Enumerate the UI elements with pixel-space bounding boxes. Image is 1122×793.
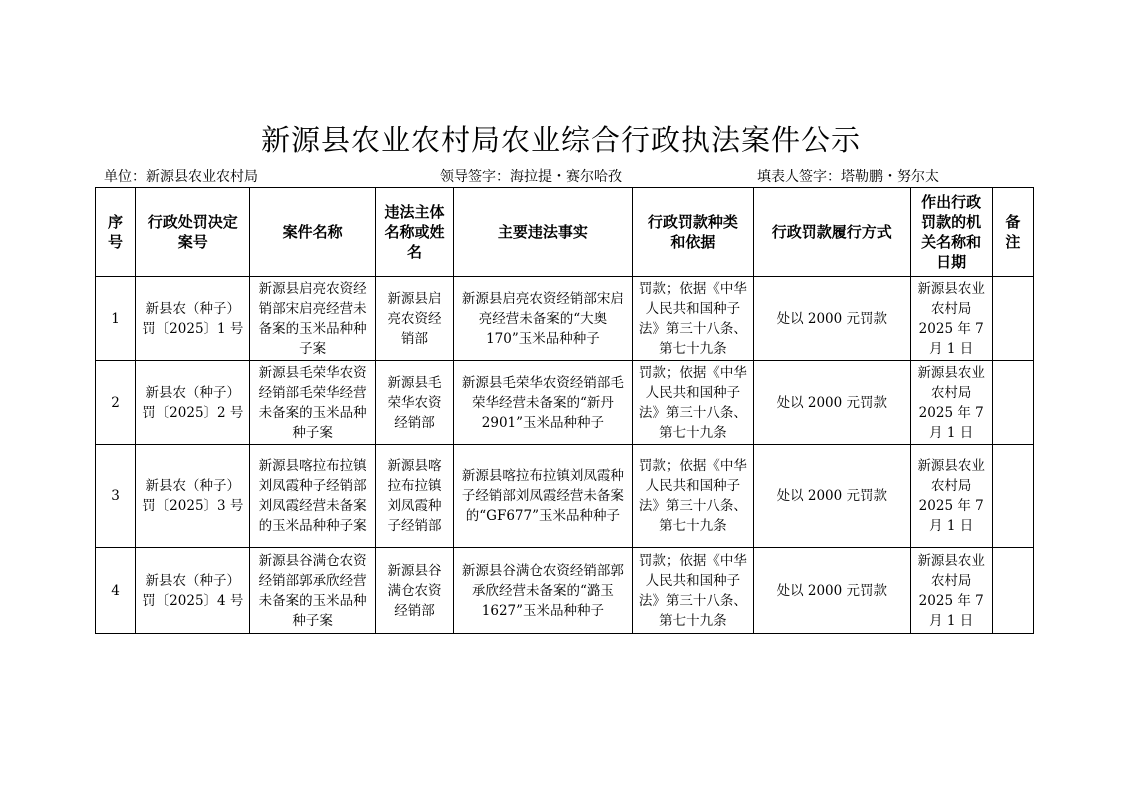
cell-remark <box>992 277 1033 361</box>
cell-no: 2 <box>96 361 136 445</box>
header-method: 行政罚款履行方式 <box>754 188 911 277</box>
cell-case-name: 新源县谷满仓农资经销部郭承欣经营未备案的玉米品种种子案 <box>250 548 375 634</box>
cell-facts: 新源县毛荣华农资经销部毛荣华经营未备案的“新丹 2901”玉米品种种子 <box>454 361 633 445</box>
cell-case-number: 新县农（种子）罚〔2025〕4 号 <box>136 548 250 634</box>
cell-basis: 罚款；依据《中华人民共和国种子法》第三十八条、第七十九条 <box>632 277 753 361</box>
cell-no: 1 <box>96 277 136 361</box>
cell-case-number: 新县农（种子）罚〔2025〕2 号 <box>136 361 250 445</box>
cell-basis: 罚款；依据《中华人民共和国种子法》第三十八条、第七十九条 <box>632 361 753 445</box>
header-remark: 备注 <box>992 188 1033 277</box>
cell-subject: 新源县喀拉布拉镇刘凤霞种子经销部 <box>375 445 453 548</box>
cell-remark <box>992 548 1033 634</box>
header-subject: 违法主体名称或姓名 <box>375 188 453 277</box>
cell-case-number: 新县农（种子）罚〔2025〕1 号 <box>136 277 250 361</box>
page-title: 新源县农业农村局农业综合行政执法案件公示 <box>260 123 861 157</box>
cell-subject: 新源县谷满仓农资经销部 <box>375 548 453 634</box>
cell-facts: 新源县启亮农资经销部宋启亮经营未备案的“大奥170”玉米品种种子 <box>454 277 633 361</box>
cell-no: 4 <box>96 548 136 634</box>
leader-signature-label: 领导签字：海拉提・赛尔哈孜 <box>440 169 622 185</box>
cell-authority: 新源县农业农村局2025 年 7月 1 日 <box>910 548 992 634</box>
cell-basis: 罚款；依据《中华人民共和国种子法》第三十八条、第七十九条 <box>632 445 753 548</box>
table-row <box>96 277 1034 361</box>
cell-authority: 新源县农业农村局2025 年 7月 1 日 <box>910 445 992 548</box>
cell-case-name: 新源县喀拉布拉镇刘凤霞种子经销部刘凤霞经营未备案的玉米品种种子案 <box>250 445 375 548</box>
cell-authority: 新源县农业农村局2025 年 7月 1 日 <box>910 277 992 361</box>
cell-facts: 新源县谷满仓农资经销部郭承欣经营未备案的“潞玉 1627”玉米品种种子 <box>454 548 633 634</box>
filler-signature-label: 填表人签字：塔勒鹏・努尔太 <box>757 169 939 185</box>
table-row <box>96 445 1034 548</box>
cell-method: 处以 2000 元罚款 <box>754 277 911 361</box>
case-table <box>95 187 1034 634</box>
header-authority: 作出行政罚款的机关名称和日期 <box>910 188 992 277</box>
cell-subject: 新源县毛荣华农资经销部 <box>375 361 453 445</box>
cell-case-name: 新源县毛荣华农资经销部毛荣华经营未备案的玉米品种种子案 <box>250 361 375 445</box>
cell-method: 处以 2000 元罚款 <box>754 445 911 548</box>
table-row <box>96 361 1034 445</box>
cell-remark <box>992 361 1033 445</box>
header-case-name: 案件名称 <box>250 188 375 277</box>
cell-remark <box>992 445 1033 548</box>
unit-label: 单位：新源县农业农村局 <box>104 169 258 185</box>
table-row <box>96 548 1034 634</box>
header-basis: 行政罚款种类和依据 <box>632 188 753 277</box>
header-facts: 主要违法事实 <box>454 188 633 277</box>
cell-no: 3 <box>96 445 136 548</box>
cell-case-name: 新源县启亮农资经销部宋启亮经营未备案的玉米品种种子案 <box>250 277 375 361</box>
cell-method: 处以 2000 元罚款 <box>754 361 911 445</box>
header-case-number: 行政处罚决定案号 <box>136 188 250 277</box>
table-header-row <box>96 188 1034 277</box>
cell-method: 处以 2000 元罚款 <box>754 548 911 634</box>
cell-basis: 罚款；依据《中华人民共和国种子法》第三十八条、第七十九条 <box>632 548 753 634</box>
cell-facts: 新源县喀拉布拉镇刘凤霞种子经销部刘凤霞经营未备案的“GF677”玉米品种种子 <box>454 445 633 548</box>
cell-case-number: 新县农（种子）罚〔2025〕3 号 <box>136 445 250 548</box>
header-no: 序号 <box>96 188 136 277</box>
cell-authority: 新源县农业农村局2025 年 7月 1 日 <box>910 361 992 445</box>
cell-subject: 新源县启亮农资经销部 <box>375 277 453 361</box>
